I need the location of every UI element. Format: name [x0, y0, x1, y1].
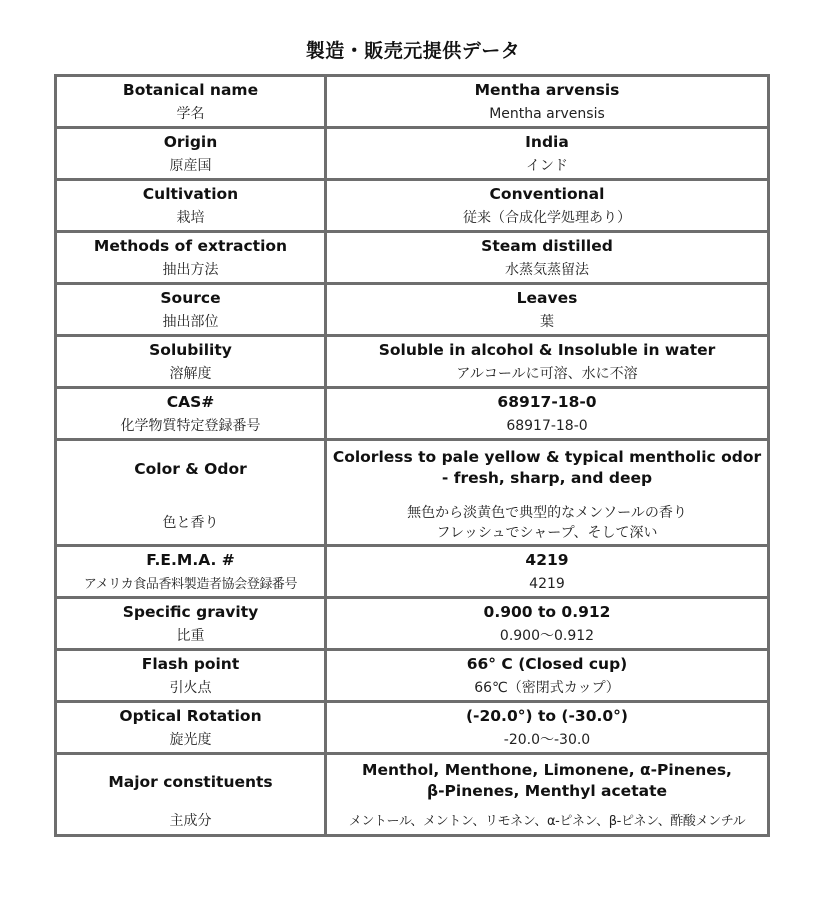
value-en: India	[525, 133, 569, 151]
value-en: Leaves	[516, 289, 578, 307]
value-en: Steam distilled	[481, 237, 613, 255]
label-en: Origin	[163, 133, 218, 151]
label-ja: 抽出方法	[162, 262, 219, 278]
value-ja: アルコールに可溶、水に不溶	[456, 366, 638, 382]
value-en-line2: β-Pinenes, Menthyl acetate	[427, 782, 667, 800]
value-ja: 葉	[540, 314, 554, 330]
label-cell	[57, 441, 327, 547]
label-ja: 色と香り	[162, 515, 219, 531]
table-row	[57, 599, 767, 651]
label-ja: 原産国	[169, 158, 212, 174]
label-cell	[57, 703, 327, 755]
value-cell	[327, 77, 767, 129]
label-en: Source	[160, 289, 221, 307]
page-title: 製造・販売元提供データ	[305, 40, 521, 62]
table-row	[57, 233, 767, 285]
value-ja: 4219	[529, 576, 565, 592]
label-en: Cultivation	[142, 185, 239, 203]
value-ja: メントール、メントン、リモネン、α-ピネン、β-ピネン、酢酸メンチル	[348, 814, 746, 829]
label-cell	[57, 181, 327, 233]
label-en: Specific gravity	[122, 603, 259, 621]
label-en: Optical Rotation	[119, 707, 262, 725]
value-cell	[327, 129, 767, 181]
table-row	[57, 441, 767, 547]
value-cell	[327, 285, 767, 337]
value-ja: 従来（合成化学処理あり）	[463, 210, 631, 226]
value-cell	[327, 233, 767, 285]
value-ja: -20.0～-30.0	[503, 732, 591, 748]
table-row	[57, 181, 767, 233]
value-ja: Mentha arvensis	[489, 106, 605, 122]
value-en: 68917-18-0	[497, 393, 597, 411]
label-ja: 化学物質特定登録番号	[120, 418, 261, 434]
value-cell	[327, 337, 767, 389]
label-ja: アメリカ食品香料製造者協会登録番号	[83, 577, 298, 592]
value-ja: 66℃（密閉式カップ）	[474, 680, 620, 696]
label-cell	[57, 599, 327, 651]
value-en: (-20.0°) to (-30.0°)	[465, 707, 629, 725]
value-en: Conventional	[489, 185, 605, 203]
table-row	[57, 337, 767, 389]
value-en-line1: Menthol, Menthone, Limonene, α-Pinenes,	[362, 761, 732, 779]
value-cell	[327, 547, 767, 599]
label-en: F.E.M.A. #	[146, 551, 235, 569]
value-en: 0.900 to 0.912	[483, 603, 611, 621]
value-en: 4219	[525, 551, 569, 569]
value-ja-line2: フレッシュでシャープ、そして深い	[436, 525, 658, 541]
value-ja: 68917-18-0	[506, 418, 588, 434]
label-cell	[57, 129, 327, 181]
table-row	[57, 703, 767, 755]
label-ja: 主成分	[169, 813, 212, 829]
label-en: Major constituents	[108, 773, 273, 791]
label-en: CAS#	[166, 393, 215, 411]
value-en-line1: Colorless to pale yellow & typical mentholic odor	[332, 448, 762, 466]
label-ja: 栽培	[176, 210, 205, 226]
label-en: Flash point	[141, 655, 240, 673]
value-ja: インド	[526, 158, 568, 174]
label-ja: 溶解度	[169, 366, 212, 382]
value-en: Mentha arvensis	[474, 81, 620, 99]
value-ja: 0.900～0.912	[499, 628, 595, 644]
label-cell	[57, 285, 327, 337]
value-en: 66° C (Closed cup)	[466, 655, 628, 673]
value-ja: 水蒸気蒸留法	[505, 262, 589, 278]
value-cell	[327, 389, 767, 441]
label-cell	[57, 337, 327, 389]
label-ja: 引火点	[169, 680, 212, 696]
label-cell	[57, 651, 327, 703]
value-cell	[327, 703, 767, 755]
value-ja-line1: 無色から淡黄色で典型的なメンソールの香り	[407, 505, 687, 521]
value-cell	[327, 755, 767, 834]
label-cell	[57, 389, 327, 441]
label-cell	[57, 233, 327, 285]
value-en-line2: - fresh, sharp, and deep	[441, 469, 653, 487]
table-row	[57, 389, 767, 441]
label-cell	[57, 547, 327, 599]
table-row	[57, 129, 767, 181]
value-cell	[327, 441, 767, 547]
label-en: Solubility	[149, 341, 232, 359]
label-ja: 学名	[176, 106, 205, 122]
label-ja: 比重	[176, 628, 205, 644]
value-cell	[327, 651, 767, 703]
label-en: Methods of extraction	[93, 237, 288, 255]
spec-table	[54, 74, 770, 837]
label-en: Botanical name	[122, 81, 259, 99]
table-row	[57, 651, 767, 703]
table-row	[57, 77, 767, 129]
value-en: Soluble in alcohol & Insoluble in water	[378, 341, 716, 359]
value-cell	[327, 599, 767, 651]
label-ja: 抽出部位	[162, 314, 219, 330]
label-en: Color & Odor	[134, 460, 247, 478]
table-row	[57, 755, 767, 834]
value-cell	[327, 181, 767, 233]
label-cell	[57, 755, 327, 834]
table-row	[57, 547, 767, 599]
label-cell	[57, 77, 327, 129]
label-ja: 旋光度	[169, 732, 212, 748]
table-row	[57, 285, 767, 337]
